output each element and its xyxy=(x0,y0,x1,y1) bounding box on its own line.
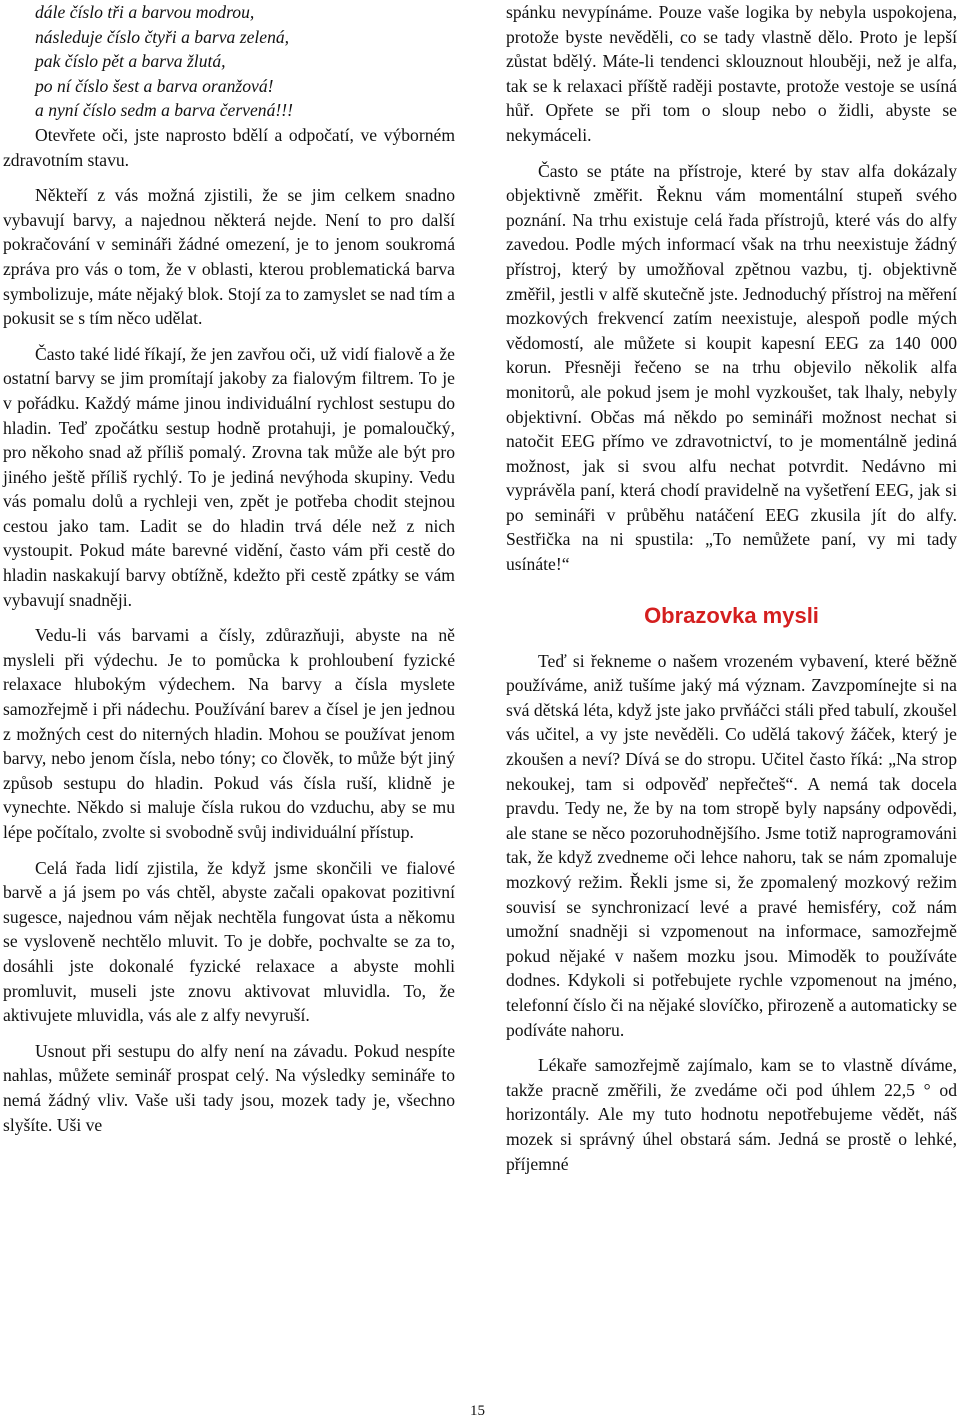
paragraph: Celá řada lidí zjistila, že když jsme skončili ve fialové barvě a já jsem po vás chtěl, abyste začali opakovat pozitivní sugesce, najednou vám nějak nechtěla fungovat ústa a někomu se vysloveně nechtělo mluvit. To je dobře, pochvalte se za to, dosáhli jste dokonalé fyzické relaxace a abyste mohli promluvit, museli jste znovu aktivovat mluvidla. To, že aktivujete mluvidla, vás ale z alfy nevyruší. xyxy=(3,857,455,1026)
left-column xyxy=(3,0,455,1148)
poem-line: a nyní číslo sedm a barva červená!!! xyxy=(35,100,293,121)
poem-line: po ní číslo šest a barva oranžová! xyxy=(35,75,274,96)
color-poem xyxy=(3,0,455,123)
section-heading: Obrazovka mysli xyxy=(644,602,819,628)
page-number: 15 xyxy=(470,1403,485,1419)
paragraph: Často se ptáte na přístroje, které by stav alfa dokázaly objektivně změřit. Řeknu vám momentální stupeň svého poznání. Na trhu existuje celá řada přístrojů, které vás do alfy zavedou. Podle mých informací však na trhu neexistuje žádný přístroj, který by umožňoval zpětnou vazbu, tj. objektivně změřil, jestli v alfě skutečně jste. Jednoduchý přístroj na měření mozkových frekvencí zatím neexistuje, alespoň podle mých vědomostí, ale můžete si koupit kapesní EEG za 140 000 korun. Přesněji řečeno se na trhu objevilo několik alfa monitorů, ale pokud jsem je mohl vyzkoušet, tak lhaly, nebyly objektivní. Občas má někdo po semináři možnost nechat si natočit EEG přímo ve zdravotnictví, to je momentálně jediná možnost, jak si svou alfu nechat potvrdit. Nedávno mi vyprávěla paní, která chodí pravidelně na vyšetření EEG, jak si po semináři v průběhu natáčení EEG zkusila jít do alfy. Sestřička na ni spustila: „To nemůžete paní, vy mi tady usínáte!“ xyxy=(506,160,957,575)
paragraph: Otevřete oči, jste naprosto bdělí a odpočatí, ve výborném zdravotním stavu. xyxy=(3,124,455,170)
paragraph: Lékaře samozřejmě zajímalo, kam se to vlastně díváme, takže pracně změřili, že zvedáme oči pod úhlem 22,5 ° od horizontály. Ale my tuto hodnotu nepotřebujeme vědět, náš mozek si správný úhel obstará sám. Jedná se prostě o lehké, příjemné xyxy=(506,1055,957,1174)
paragraph-continuation: spánku nevypínáme. Pouze vaše logika by nebyla uspokojena, protože byste nevěděli, co se tady vlastně dělo. Proto je lepší zůstat bdělý. Máte-li tendenci sklouznout hlouběji, než je alfa, tak se k relaxaci příště raději postavte, protože vestoje se usíná hůř. Opřete se při tom o sloup nebo o židli, abyste se nekymáceli. xyxy=(506,2,957,145)
poem-line: pak číslo pět a barva žlutá, xyxy=(35,51,226,72)
paragraph: Usnout při sestupu do alfy není na závadu. Pokud nespíte nahlas, můžete seminář prospat celý. Na výsledky semináře to nemá žádný vliv. Vaše uši tady jsou, mozek tady je, všechno slyšíte. Uši ve xyxy=(3,1040,455,1135)
poem-line: následuje číslo čtyři a barva zelená, xyxy=(35,26,290,47)
paragraph: Někteří z vás možná zjistili, že se jim celkem snadno vybavují barvy, a najednou některá nejde. Není to pro další pokračování v semináři žádné omezení, je to jenom soukromá zpráva pro vás o tom, že v oblasti, kterou problematická barva symbolizuje, máte nějaký blok. Stojí za to zamyslet se nad tím a pokusit se s tím něco udělat. xyxy=(3,185,455,329)
paragraph: Vedu-li vás barvami a čísly, zdůrazňuji, abyste na ně mysleli při výdechu. Je to pomůcka k prohloubení fyzické relaxace hlubokým výdechem. Na barvy a čísla myslete samozřejmě i při nádechu. Používání barev a čísel je jen jednou z možných cest do niterných hladin. Mohou se používat jenom barvy, nebo jenom čísla, nebo tóny; co člověk, to může být jiný způsob sestupu do hladin. Pokud vás čísla ruší, klidně je vynechte. Někdo si maluje čísla rukou do vzduchu, aby se mu lépe počítalo, zvolte si svobodně svůj individuální přístup. xyxy=(3,625,455,842)
right-column xyxy=(506,0,957,1187)
poem-line: dále číslo tři a barvou modrou, xyxy=(35,2,255,22)
paragraph: Často také lidé říkají, že jen zavřou oči, už vidí fialově a že ostatní barvy se jim promítají jakoby za fialovým filtrem. To je v pořádku. Každý máme jinou individuální rychlost sestupu do hladin. Teď zpočátku sestup hodně protahuji, je pomaloučký, pro někoho snad až příliš pomalý. Zrovna tak může ale být pro jiného ještě příliš rychlý. To je jediná nevýhoda skupiny. Vedu vás pomalu dolů a rychleji ven, zpět je potřeba chodit stejnou cestou jako tam. Ladit se do hladin trvá déle než z nich vystoupit. Pokud máte barevné vidění, často vám při cestě do hladin naskakují barvy obtížně, kdežto při cestě zpátky se vám vybavují snadněji. xyxy=(3,343,455,610)
paragraph: Teď si řekneme o našem vrozeném vybavení, které běžně používáme, aniž tušíme jaký má význam. Zavzpomínejte si na svá dětská léta, když jste jako prvňáčci stáli před tabulí, zkoušel vás učitel, a vy jste nevěděli. Co udělá takový žáček, který je zkoušen a neví? Dívá se do stropu. Učitel často říká: „Na strop nekoukej, tam si odpověď nepřečteš“. A nemá tak docela pravdu. Tedy ne, že by na tom stropě byly napsány odpovědi, ale stane se něco pozoruhodnějšího. Jsme totiž naprogramováni tak, že když zvedneme oči lehce nahoru, tak se nám zpomaluje mozkový režim. Řekli jsme si, že zpomalený mozkový režim souvisí se synchronizací levé a pravé hemisféry, což nám umožní snadněji si vzpomenout na informace, samozřejmě pokud nějaké v našem mozku jsou. Mimoděk to používáte dodnes. Kdykoli si potřebujete rychle vzpomenout na jméno, telefonní číslo či na nějaké slovíčko, přirozeně a automaticky se podíváte nahoru. xyxy=(506,650,957,1040)
